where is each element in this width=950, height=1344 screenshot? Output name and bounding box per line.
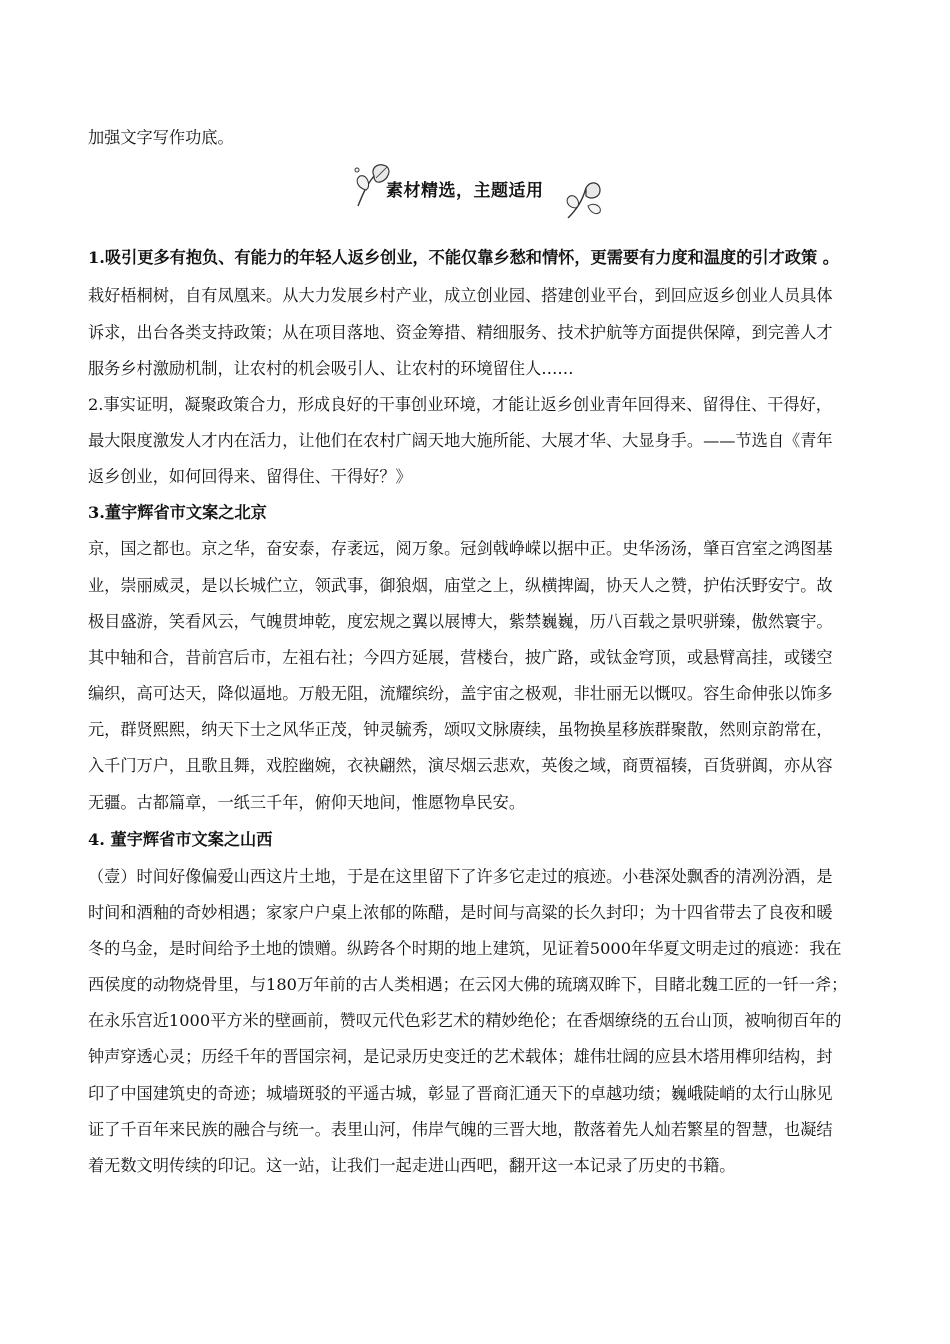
item4-line: （壹）时间好像偏爱山西这片土地，于是在这里留下了许多它走过的痕迹。小巷深处飘香的清冽汾酒，是 (88, 867, 833, 886)
item4-line: 西侯度的动物烧骨里，与180万年前的古人类相遇；在云冈大佛的琉璃双眸下，目睹北魏工匠的一钎一斧； (88, 975, 848, 994)
item4-line: 证了千百年来民族的融合与统一。表里山河，伟岸气魄的三晋大地，散落着先人灿若繁星的智慧，也凝结 (88, 1120, 833, 1139)
item2-line: 最大限度激发人才内在活力，让他们在农村广阔天地大施所能、大展才华、大显身手。——节选自《青年 (88, 431, 833, 450)
item4-line: 在永乐宫近1000平方米的壁画前，赞叹元代色彩艺术的精妙绝伦；在香烟缭绕的五台山顶，被响彻百年的 (88, 1011, 842, 1030)
item3-line: 元，群贤熙熙，纳天下士之风华正茂，钟灵毓秀，颂叹文脉赓续，虽物换星移族群聚散，然则京韵常在， (88, 720, 833, 739)
item2-line: 2.事实证明，凝聚政策合力，形成良好的干事创业环境，才能让返乡创业青年回得来、留得住、干得好， (88, 395, 832, 414)
section-banner (352, 160, 604, 220)
intro-line: 加强文字写作功底。 (88, 128, 234, 147)
item2-line: 返乡创业，如何回得来、留得住、干得好？》 (88, 467, 412, 486)
item1-line: 诉求，出台各类支持政策；从在项目落地、资金筹措、精细服务、技术护航等方面提供保障，到完善人才 (88, 323, 833, 342)
item3-line: 极目盛游，笑看风云，气魄贯坤乾，度宏规之翼以展博大，紫禁巍巍，历八百载之景呎骈臻，傲然寰宇。 (88, 612, 833, 631)
item3-line: 京，国之都也。京之华，奋安泰，存袤远，阅万象。冠剑戟峥嵘以据中正。史华汤汤，肇百宫室之鸿图基 (88, 539, 833, 558)
item4-heading: 4. 董宇辉省市文案之山西 (88, 830, 273, 849)
item1-line: 栽好梧桐树，自有凤凰来。从大力发展乡村产业，成立创业园、搭建创业平台，到回应返乡创业人员具体 (88, 286, 833, 305)
item4-line: 冬的乌金，是时间给予土地的馈赠。纵跨各个时期的地上建筑，见证着5000年华夏文明走过的痕迹：我在 (88, 939, 842, 958)
item4-line: 着无数文明传续的印记。这一站，让我们一起走进山西吧，翻开这一本记录了历史的书籍。 (88, 1156, 736, 1175)
item1-line: 服务乡村激励机制，让农村的机会吸引人、让农村的环境留住人…… (88, 359, 574, 378)
item4-line: 时间和酒釉的奇妙相遇；家家户户桌上浓郁的陈醋，是时间与高粱的长久封印；为十四省带去了良夜和暖 (88, 903, 833, 922)
leaf-decoration-icon (564, 178, 604, 220)
item3-line: 入千门万户，且歌且舞，戏腔幽婉，衣袂翩然，演尽烟云悲欢，英俊之域，商贾福辏，百货骈阗，亦从容 (88, 756, 833, 775)
banner-title: 素材精选，主题适用 (386, 181, 544, 201)
item1-heading: 1.吸引更多有抱负、有能力的年轻人返乡创业，不能仅靠乡愁和情怀，更需要有力度和温度的引才政策 。 (88, 248, 839, 267)
item3-line: 编织，高可达天，降似逼地。万般无阻，流耀缤纷，盖宇宙之极观，非壮丽无以慨叹。容生命伸张以饰多 (88, 684, 833, 703)
item3-line: 其中轴和合，昔前宫后市，左祖右社；今四方延展，营楼台，披广路，或钛金穹顶，或悬臂高挂，或镂空 (88, 648, 833, 667)
item3-line: 业，崇丽威灵，是以长城伫立，领武事，御狼烟，庙堂之上，纵横捭阖，协天人之赞，护佑沃野安宁。故 (88, 576, 833, 595)
item4-line: 印了中国建筑史的奇迹；城墙斑驳的平遥古城，彰显了晋商汇通天下的卓越功绩；巍峨陡峭的太行山脉见 (88, 1084, 833, 1103)
item3-heading: 3.董宇辉省市文案之北京 (88, 503, 267, 522)
item3-line: 无疆。古都篇章，一纸三千年，俯仰天地间，惟愿物阜民安。 (88, 793, 526, 812)
item4-line: 钟声穿透心灵；历经千年的晋国宗祠，是记录历史变迁的艺术载体；雄伟壮阔的应县木塔用榫卯结构，封 (88, 1047, 833, 1066)
